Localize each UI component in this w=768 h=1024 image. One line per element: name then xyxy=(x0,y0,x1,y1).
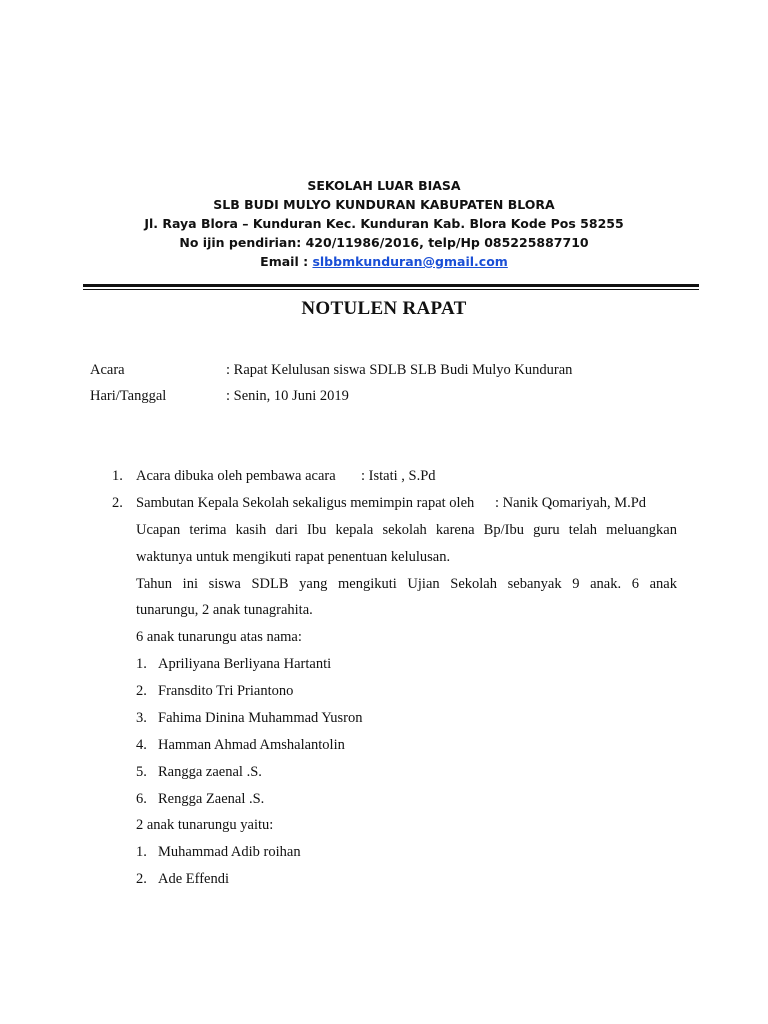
list-item-name: Rengga Zaenal .S. xyxy=(158,791,265,807)
list-item-number: 2. xyxy=(136,683,147,699)
list-item-number: 1. xyxy=(136,656,147,672)
paragraph-line: tunarungu, 2 anak tunagrahita. xyxy=(136,602,313,618)
email-link[interactable]: slbbmkunduran@gmail.com xyxy=(312,254,508,269)
list-item-name: Fahima Dinina Muhammad Yusron xyxy=(158,710,363,726)
paragraph-line: Ucapan terima kasih dari Ibu kepala sekolah karena Bp/Ibu guru telah meluangkan xyxy=(136,522,677,538)
list-item-number: 1. xyxy=(136,844,147,860)
list-item-name: Rangga zaenal .S. xyxy=(158,764,262,780)
letterhead-permit-phone: No ijin pendirian: 420/11986/2016, telp/Hp 085225887710 xyxy=(179,235,589,250)
agenda-value: : Istati , S.Pd xyxy=(361,468,436,484)
document-title: NOTULEN RAPAT xyxy=(301,298,467,319)
list-item-name: Fransdito Tri Priantono xyxy=(158,683,294,699)
list-item-number: 2. xyxy=(136,871,147,887)
agenda-value: : Nanik Qomariyah, M.Pd xyxy=(495,495,647,511)
email-label: Email : xyxy=(260,254,313,269)
letterhead-divider-thin xyxy=(83,289,699,290)
tanggal-label: Hari/Tanggal xyxy=(90,388,167,404)
agenda-text: Sambutan Kepala Sekolah sekaligus memimpin rapat oleh xyxy=(136,495,475,511)
list-item-name: Hamman Ahmad Amshalantolin xyxy=(158,737,345,753)
letterhead xyxy=(0,176,768,271)
acara-label: Acara xyxy=(90,362,125,378)
list-intro: 2 anak tunarungu yaitu: xyxy=(136,817,274,833)
paragraph-line: waktunya untuk mengikuti rapat penentuan kelulusan. xyxy=(136,549,451,565)
agenda-num: 2. xyxy=(112,495,123,511)
letterhead-address: Jl. Raya Blora – Kunduran Kec. Kunduran Kab. Blora Kode Pos 58255 xyxy=(144,216,624,231)
list-item-number: 3. xyxy=(136,710,147,726)
agenda-text: Acara dibuka oleh pembawa acara xyxy=(136,468,336,484)
letterhead-divider-thick xyxy=(83,284,699,287)
paragraph-line: Tahun ini siswa SDLB yang mengikuti Ujian Sekolah sebanyak 9 anak. 6 anak xyxy=(136,576,677,592)
list-item-name: Ade Effendi xyxy=(158,871,229,887)
list-intro: 6 anak tunarungu atas nama: xyxy=(136,629,302,645)
tanggal-value: : Senin, 10 Juni 2019 xyxy=(226,388,349,404)
list-item-number: 4. xyxy=(136,737,147,753)
list-item-number: 6. xyxy=(136,791,147,807)
letterhead-school-name: SLB BUDI MULYO KUNDURAN KABUPATEN BLORA xyxy=(213,197,555,212)
list-item-name: Muhammad Adib roihan xyxy=(158,844,301,860)
list-item-number: 5. xyxy=(136,764,147,780)
letterhead-school-type: SEKOLAH LUAR BIASA xyxy=(307,178,461,193)
acara-value: : Rapat Kelulusan siswa SDLB SLB Budi Mulyo Kunduran xyxy=(226,362,573,378)
letterhead-email-line xyxy=(0,252,768,271)
list-item-name: Apriliyana Berliyana Hartanti xyxy=(158,656,332,672)
agenda-num: 1. xyxy=(112,468,123,484)
